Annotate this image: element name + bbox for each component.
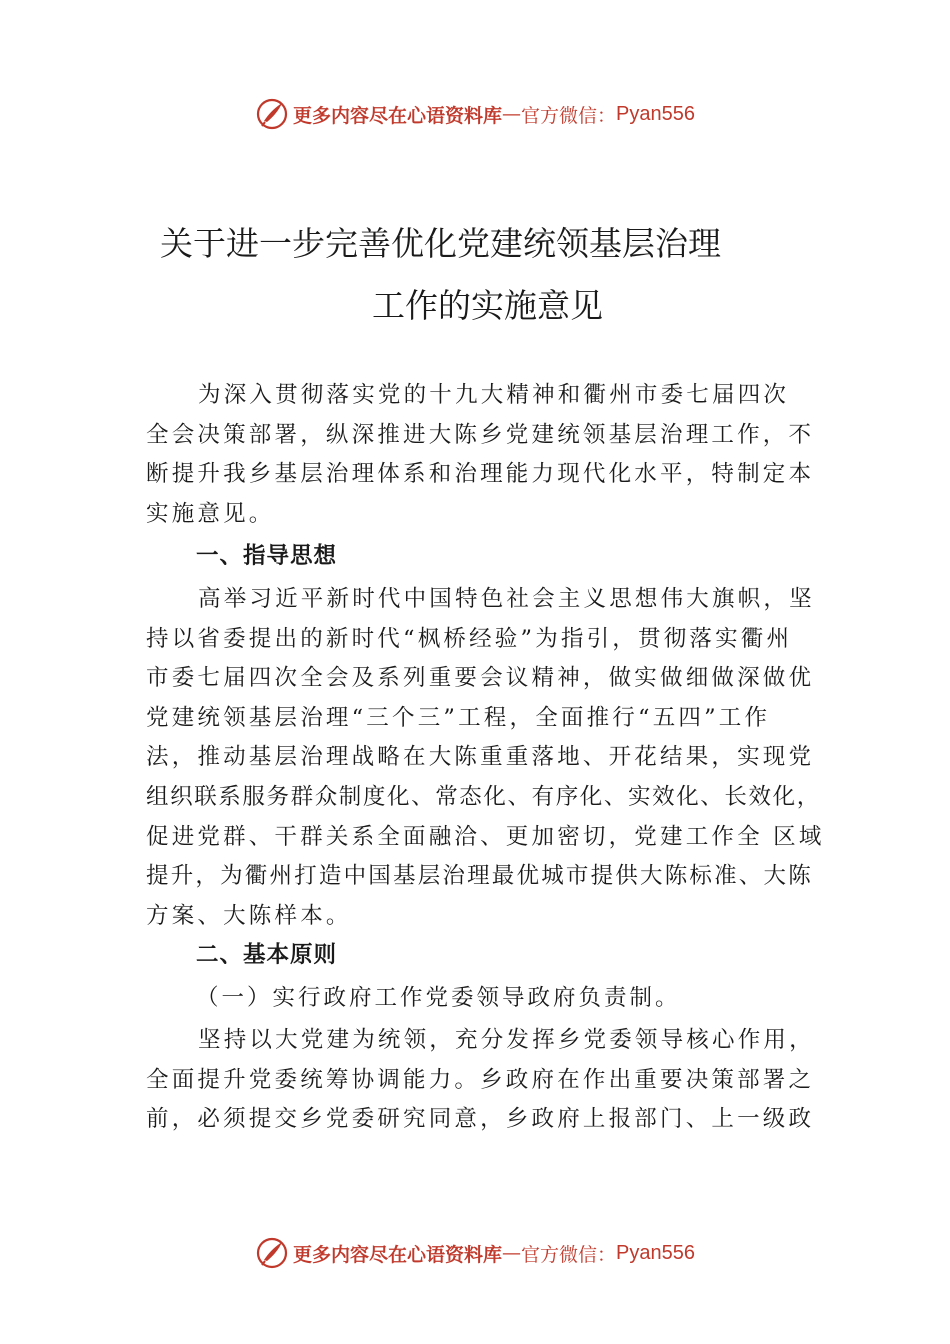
- paragraph-line: 全面提升党委统筹协调能力。乡政府在作出重要决策部署之: [146, 1066, 815, 1093]
- brand-text: 更多内容尽在心语资料库: [293, 104, 503, 127]
- section-heading-basic-principles: 二、基本原则: [196, 942, 338, 968]
- paragraph-line: 市委七届四次全会及系列重要会议精神，做实做细做深做优: [146, 665, 815, 692]
- paragraph-line: 实施意见。: [146, 500, 275, 527]
- paragraph-line: 高举习近平新时代中国特色社会主义思想伟大旗帜，坚: [198, 586, 815, 612]
- paragraph-line: 前，必须提交乡党委研究同意，乡政府上报部门、上一级政: [146, 1106, 815, 1133]
- quill-seal-icon: [255, 97, 289, 131]
- brand-text: 更多内容尽在心语资料库: [293, 1243, 503, 1266]
- section2-paragraph: [146, 1021, 826, 1140]
- paragraph-line: 促进党群、干群关系全面融洽、更加密切，党建工作全 区域: [146, 823, 825, 850]
- subsection-heading: （一）实行政府工作党委领导政府负责制。: [196, 985, 681, 1011]
- paragraph-line: 为深入贯彻落实党的十九大精神和衢州市委七届四次: [198, 382, 790, 408]
- separator: —: [502, 103, 522, 125]
- watermark-banner-top: [0, 94, 950, 134]
- paragraph-line: 断提升我乡基层治理体系和治理能力现代化水平，特制定本: [146, 461, 815, 488]
- paragraph-line: 提升，为衢州打造中国基层治理最优城市提供大陈标准、大陈: [146, 863, 813, 890]
- section1-paragraph: [146, 580, 826, 936]
- paragraph-line: 全会决策部署，纵深推进大陈乡党建统领基层治理工作，不: [146, 421, 815, 448]
- quill-seal-icon: [255, 1236, 289, 1270]
- paragraph-line: 持以省委提出的新时代“枫桥经验”为指引，贯彻落实衢州: [146, 625, 793, 652]
- wechat-id: Pyan556: [616, 102, 695, 125]
- section-heading-guiding-ideology: 一、指导思想: [196, 543, 338, 569]
- document-title-line1: 关于进一步完善优化党建统领基层治理: [160, 224, 721, 263]
- wechat-id: Pyan556: [616, 1241, 695, 1264]
- wechat-label: 官方微信：: [521, 104, 617, 127]
- paragraph-line: 方案、大陈样本。: [146, 902, 352, 929]
- wechat-label: 官方微信：: [521, 1243, 617, 1266]
- document-title-line2: 工作的实施意见: [372, 286, 603, 325]
- separator: —: [502, 1242, 522, 1264]
- paragraph-line: 组织联系服务群众制度化、常态化、有序化、实效化、长效化，: [146, 783, 821, 810]
- intro-paragraph: [146, 376, 826, 534]
- paragraph-line: 法，推动基层治理战略在大陈重重落地、开花结果，实现党: [146, 744, 815, 771]
- paragraph-line: 坚持以大党建为统领，充分发挥乡党委领导核心作用，: [198, 1027, 815, 1053]
- paragraph-line: 党建统领基层治理“三个三”工程，全面推行“五四”工作: [146, 704, 771, 731]
- watermark-banner-bottom: [0, 1233, 950, 1273]
